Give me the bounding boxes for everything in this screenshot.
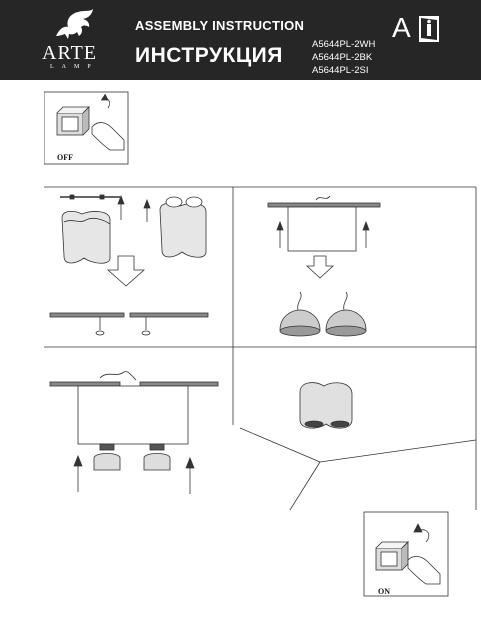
off-label: OFF: [57, 153, 73, 162]
info-book-icon: [417, 14, 441, 44]
griffin-logo-icon: [50, 6, 96, 42]
model-code: A5644PL-2BK: [312, 52, 373, 63]
hand-icon: [92, 123, 124, 150]
lamp-coil: [166, 197, 182, 207]
fixture-body: [160, 203, 206, 257]
on-label: ON: [378, 587, 390, 596]
lamp-coil: [186, 197, 202, 207]
screw-icon: [96, 331, 104, 335]
fixture-body: [62, 211, 110, 263]
model-code: A5644PL-2SI: [312, 65, 369, 76]
hand-icon: [408, 556, 440, 584]
screw-icon: [142, 331, 150, 335]
title-russian: ИНСТРУКЦИЯ: [135, 44, 283, 67]
brand-name: ARTE: [42, 42, 98, 64]
model-list: [312, 38, 375, 77]
model-code: A5644PL-2WH: [312, 39, 376, 50]
brand-subtitle: LAMP: [50, 64, 99, 70]
title-english: ASSEMBLY INSTRUCTION: [135, 18, 305, 33]
page-letter: A: [392, 12, 411, 43]
down-arrow-icon: [108, 256, 144, 286]
instruction-drawings: [44, 83, 478, 618]
down-arrow-icon: [307, 256, 333, 278]
header-bar: [0, 0, 481, 80]
